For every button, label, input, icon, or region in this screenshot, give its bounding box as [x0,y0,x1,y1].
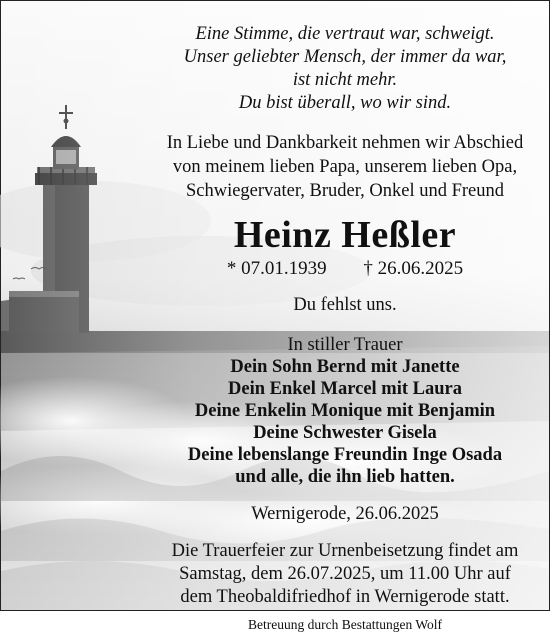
missing-text: Du fehlst uns. [293,295,397,315]
mourner: Dein Sohn Bernd mit Janette [230,357,460,377]
service-line: Samstag, dem 26.07.2025, um 11.00 Uhr auf [179,564,511,584]
poem [141,23,549,115]
service-info [141,540,549,609]
mourner: Deine Enkelin Monique mit Benjamin [194,401,496,421]
mourner: Deine Schwester Gisela [253,423,437,443]
place-date: Wernigerode, 26.06.2025 [251,504,439,524]
intro-line: In Liebe und Dankbarkeit nehmen wir Abschied [166,133,524,153]
life-dates [141,257,549,281]
poem-line: Du bist überall, wo wir sind. [238,93,452,113]
obituary-text [141,1,549,633]
mourner: Deine lebenslange Freundin Inge Osada [187,445,503,465]
poem-line: Unser geliebter Mensch, der immer da war, [183,47,507,67]
intro [141,131,549,203]
funeral-home: Betreuung durch Bestattungen Wolf [248,617,442,632]
service-line: dem Theobaldifriedhof in Wernigerode statt. [180,587,510,607]
poem-line: ist nicht mehr. [292,70,398,90]
mourners-list [141,356,549,488]
deceased-name: Heinz Heßler [233,214,457,256]
mourner: und alle, die ihn lieb hatten. [235,467,455,487]
mourning-intro: In stiller Trauer [287,335,403,355]
intro-line: von meinem lieben Papa, unserem lieben Opa, [172,157,518,177]
intro-line: Schwiegervater, Bruder, Onkel und Freund [185,181,505,201]
service-line: Die Trauerfeier zur Urnenbeisetzung findet am [171,541,519,561]
birth-date: * 07.01.1939 [226,258,327,279]
poem-line: Eine Stimme, die vertraut war, schweigt. [195,24,495,44]
death-date: † 26.06.2025 [363,258,464,279]
mourner: Dein Enkel Marcel mit Laura [228,379,462,399]
